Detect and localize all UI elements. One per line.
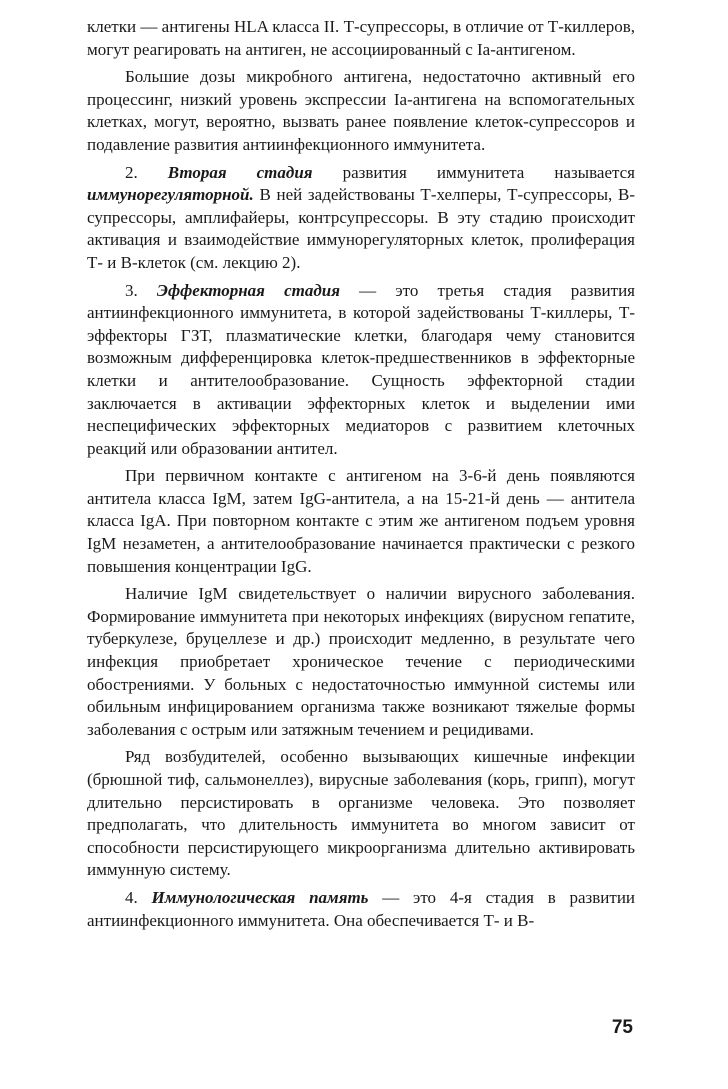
paragraph-4-run-1: 3. xyxy=(125,280,157,300)
term-second-stage: Вторая стадия xyxy=(167,162,313,182)
paragraph-3-run-5: В ней задействованы Т-хелперы, Т-супрессоры, В-супрессоры, амплифайеры, контрсупрессоры. В эту стадию происходит активация и взаимодействие иммунорегуляторных клеток, пролиферация Т- и В-клеток (см. лекцию 2). xyxy=(87,185,635,272)
paragraph-3-run-3: развития иммунитета называется xyxy=(312,162,635,182)
paragraph-3-run-1: 2. xyxy=(125,162,168,182)
paragraph-7-text: Ряд возбудителей, особенно вызывающих кишечные инфекции (брюшной тиф, сальмонеллез), вирусные заболевания (корь, грипп), могут длительно персистировать в организме человека. Это позволяет предполагать, что длительность иммунитета во многом зависит от способности персистирующего микроорганизма длительно активировать иммунную систему. xyxy=(87,747,635,880)
page-number: 75 xyxy=(611,1017,633,1038)
term-immunoregulatory: иммунорегуляторной. xyxy=(87,185,254,205)
page-body xyxy=(87,16,635,932)
paragraph-6-text: Наличие IgM свидетельствует о наличии вирусного заболевания. Формирование иммунитета при некоторых инфекциях (вирусном гепатите, туберкулезе, бруцеллезе и др.) происходит медленно, в результате чего инфекция приобретает хроническое течение с периодическими обострениями. У больных с недостаточностью иммунной системы или обильным инфицированием организма также возникают тяжелые формы заболевания с острым или затяжным течением и рецидивами. xyxy=(87,584,635,739)
paragraph-8-run-3: — это 4-я стадия в развитии антиинфекционного иммунитета. Она обеспечивается Т- и В- xyxy=(87,887,636,930)
paragraph-3 xyxy=(87,162,635,275)
paragraph-6 xyxy=(87,583,635,741)
paragraph-4-run-3: — это третья стадия развития антиинфекционного иммунитета, в которой задействованы Т-киллеры, Т-эффекторы ГЗТ, плазматические клетки, благодаря чему становится возможным дифференцировка клеток-предшественников в эффекторные клетки и антителообразование. Сущность эффекторной стадии заключается в активации эффекторных клеток и выделении ими неспецифических эффекторных медиаторов с развитием клеточных реакций или образовании антител. xyxy=(87,280,635,458)
paragraph-1 xyxy=(87,16,635,61)
paragraph-2-text: Большие дозы микробного антигена, недостаточно активный его процессинг, низкий уровень экспрессии Ia-антигена на вспомогательных клетках, могут, вероятно, вызвать ранее появление клеток-супрессоров и подавление развития антиинфекционного иммунитета. xyxy=(87,67,635,154)
paragraph-8 xyxy=(87,887,635,932)
paragraph-5 xyxy=(87,465,635,578)
paragraph-2 xyxy=(87,66,635,156)
paragraph-5-text: При первичном контакте с антигеном на 3-6-й день появляются антитела класса IgM, затем IgG-антитела, а на 15-21-й день — антитела класса IgA. При повторном контакте с этим же антигеном подъем уровня IgM незаметен, а антителообразование начинается практически с резкого повышения концентрации IgG. xyxy=(87,466,635,576)
paragraph-8-run-1: 4. xyxy=(125,887,152,907)
term-immunological-memory: Иммунологическая память xyxy=(151,887,369,907)
term-effector-stage: Эффекторная стадия xyxy=(156,280,341,300)
paragraph-1-text: клетки — антигены HLA класса II. Т-супрессоры, в отличие от Т-киллеров, могут реагировать на антиген, не ассоциированный с Ia-антигеном. xyxy=(87,17,635,59)
paragraph-4 xyxy=(87,280,635,461)
paragraph-7 xyxy=(87,746,635,882)
